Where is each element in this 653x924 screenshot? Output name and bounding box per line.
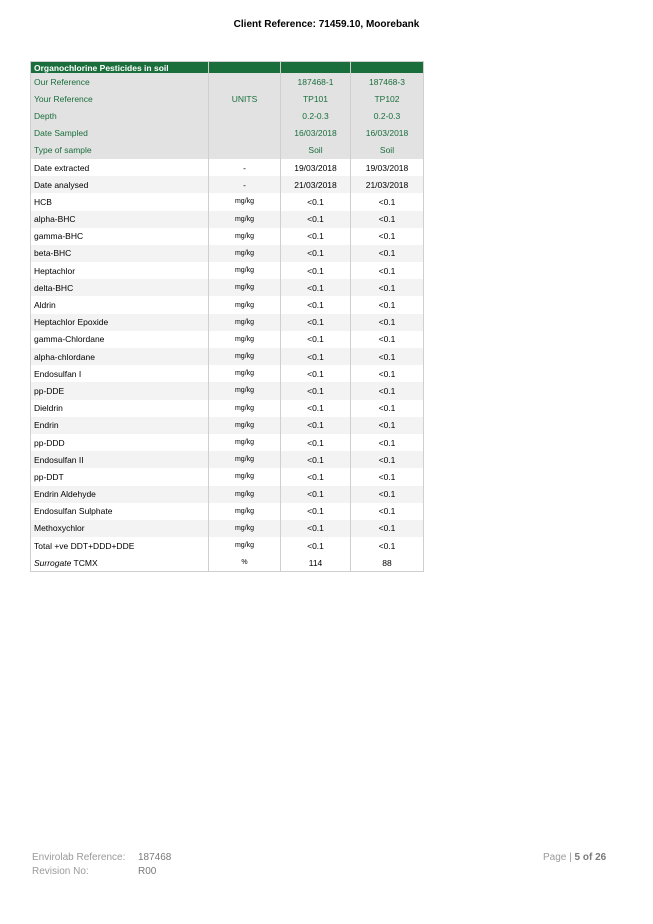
analyte-name: Dieldrin: [31, 400, 209, 417]
result-sample-2: <0.1: [351, 382, 424, 399]
table-row: [31, 159, 424, 176]
header-row-label: Date Sampled: [31, 125, 209, 142]
result-sample-1: <0.1: [281, 314, 351, 331]
title-blank-cell: [351, 62, 424, 74]
analyte-name: alpha-chlordane: [31, 348, 209, 365]
header-row-units: UNITS: [209, 90, 281, 107]
table-row: [31, 400, 424, 417]
table-row: [31, 228, 424, 245]
analyte-name: Endosulfan I: [31, 365, 209, 382]
result-sample-2: <0.1: [351, 434, 424, 451]
result-sample-1: <0.1: [281, 331, 351, 348]
result-sample-1: <0.1: [281, 228, 351, 245]
result-sample-1: <0.1: [281, 279, 351, 296]
result-sample-1: <0.1: [281, 486, 351, 503]
analyte-units: mg/kg: [209, 520, 281, 537]
header-sample-2: TP102: [351, 90, 424, 107]
table-row: [31, 176, 424, 193]
analyte-units: mg/kg: [209, 365, 281, 382]
analyte-units: mg/kg: [209, 245, 281, 262]
header-sample-1: 187468-1: [281, 73, 351, 90]
table-header-row: [31, 142, 424, 159]
analyte-units: mg/kg: [209, 382, 281, 399]
result-sample-2: <0.1: [351, 211, 424, 228]
header-row-units: [209, 142, 281, 159]
result-sample-2: <0.1: [351, 468, 424, 485]
table-row: [31, 382, 424, 399]
table-row: [31, 211, 424, 228]
client-reference-title: Client Reference: 71459.10, Moorebank: [233, 19, 420, 30]
analyte-units: mg/kg: [209, 486, 281, 503]
result-sample-2: <0.1: [351, 245, 424, 262]
table-row: [31, 245, 424, 262]
result-sample-2: <0.1: [351, 348, 424, 365]
result-sample-1: <0.1: [281, 537, 351, 554]
table-row: [31, 331, 424, 348]
analyte-units: mg/kg: [209, 434, 281, 451]
result-sample-1: <0.1: [281, 417, 351, 434]
analyte-name: gamma-BHC: [31, 228, 209, 245]
result-sample-1: <0.1: [281, 193, 351, 210]
analyte-name: Date analysed: [31, 176, 209, 193]
table-row: [31, 314, 424, 331]
result-sample-1: <0.1: [281, 382, 351, 399]
header-row-label: Our Reference: [31, 73, 209, 90]
result-sample-1: <0.1: [281, 400, 351, 417]
header-row-units: [209, 107, 281, 124]
header-sample-1: 16/03/2018: [281, 125, 351, 142]
analyte-name: delta-BHC: [31, 279, 209, 296]
result-sample-2: <0.1: [351, 400, 424, 417]
surrogate-sample-2: 88: [351, 554, 424, 572]
result-sample-1: 19/03/2018: [281, 159, 351, 176]
envirolab-reference-label: Envirolab Reference:: [32, 852, 126, 863]
surrogate-units: %: [209, 554, 281, 572]
result-sample-1: 21/03/2018: [281, 176, 351, 193]
table-header-row: [31, 73, 424, 90]
analyte-name: pp-DDE: [31, 382, 209, 399]
table-row: [31, 417, 424, 434]
header-row-units: [209, 73, 281, 90]
result-sample-1: <0.1: [281, 434, 351, 451]
surrogate-italic-label: Surrogate: [34, 557, 72, 568]
analyte-units: mg/kg: [209, 314, 281, 331]
analyte-name: Aldrin: [31, 296, 209, 313]
analyte-name: Date extracted: [31, 159, 209, 176]
page-number: 5 of 26: [574, 852, 607, 863]
surrogate-row: [31, 554, 424, 572]
analyte-units: mg/kg: [209, 451, 281, 468]
header-sample-1: TP101: [281, 90, 351, 107]
header-row-label: Depth: [31, 107, 209, 124]
result-sample-2: <0.1: [351, 451, 424, 468]
result-sample-1: <0.1: [281, 365, 351, 382]
analyte-units: mg/kg: [209, 331, 281, 348]
table-row: [31, 468, 424, 485]
result-sample-1: <0.1: [281, 520, 351, 537]
header-sample-2: 0.2-0.3: [351, 107, 424, 124]
result-sample-2: <0.1: [351, 262, 424, 279]
analyte-name: pp-DDT: [31, 468, 209, 485]
table-header-row: [31, 90, 424, 107]
analyte-name: Endosulfan Sulphate: [31, 503, 209, 520]
table-row: [31, 486, 424, 503]
analyte-name: Heptachlor: [31, 262, 209, 279]
table-header-row: [31, 125, 424, 142]
analyte-name: Methoxychlor: [31, 520, 209, 537]
result-sample-2: 19/03/2018: [351, 159, 424, 176]
header-sample-1: Soil: [281, 142, 351, 159]
result-sample-1: <0.1: [281, 503, 351, 520]
table-row: [31, 262, 424, 279]
result-sample-2: <0.1: [351, 520, 424, 537]
analyte-name: pp-DDD: [31, 434, 209, 451]
table-title-row: [31, 62, 424, 74]
results-table-container: [30, 61, 423, 572]
result-sample-2: <0.1: [351, 296, 424, 313]
result-sample-2: 21/03/2018: [351, 176, 424, 193]
result-sample-1: <0.1: [281, 296, 351, 313]
result-sample-2: <0.1: [351, 228, 424, 245]
analyte-units: mg/kg: [209, 279, 281, 296]
results-table: [30, 61, 424, 572]
table-row: [31, 193, 424, 210]
title-blank-cell: [209, 62, 281, 74]
footer-reference-block: [32, 851, 171, 879]
analyte-units: mg/kg: [209, 503, 281, 520]
result-sample-1: <0.1: [281, 468, 351, 485]
analyte-units: mg/kg: [209, 262, 281, 279]
result-sample-2: <0.1: [351, 537, 424, 554]
result-sample-2: <0.1: [351, 486, 424, 503]
analyte-units: mg/kg: [209, 193, 281, 210]
analyte-units: mg/kg: [209, 296, 281, 313]
surrogate-label: [31, 554, 209, 572]
table-row: [31, 520, 424, 537]
result-sample-1: <0.1: [281, 211, 351, 228]
table-row: [31, 503, 424, 520]
header-row-label: Type of sample: [31, 142, 209, 159]
analyte-name: gamma-Chlordane: [31, 331, 209, 348]
header-sample-2: Soil: [351, 142, 424, 159]
revision-label: Revision No:: [32, 866, 89, 877]
analyte-name: Endosulfan II: [31, 451, 209, 468]
analyte-name: beta-BHC: [31, 245, 209, 262]
table-row: [31, 279, 424, 296]
envirolab-reference-value: 187468: [138, 852, 172, 863]
analyte-units: mg/kg: [209, 211, 281, 228]
table-row: [31, 434, 424, 451]
header-sample-1: 0.2-0.3: [281, 107, 351, 124]
analyte-name: Total +ve DDT+DDD+DDE: [31, 537, 209, 554]
analyte-units: mg/kg: [209, 537, 281, 554]
analyte-units: mg/kg: [209, 400, 281, 417]
analyte-name: HCB: [31, 193, 209, 210]
result-sample-2: <0.1: [351, 503, 424, 520]
analyte-units: mg/kg: [209, 228, 281, 245]
revision-value: R00: [138, 866, 157, 877]
analyte-units: -: [209, 159, 281, 176]
result-sample-1: <0.1: [281, 348, 351, 365]
analyte-name: Heptachlor Epoxide: [31, 314, 209, 331]
page-label: Page |: [543, 852, 572, 863]
result-sample-2: <0.1: [351, 365, 424, 382]
analyte-name: Endrin: [31, 417, 209, 434]
table-row: [31, 348, 424, 365]
result-sample-1: <0.1: [281, 451, 351, 468]
result-sample-2: <0.1: [351, 314, 424, 331]
table-row: [31, 537, 424, 554]
table-row: [31, 296, 424, 313]
page-indicator: [543, 852, 606, 863]
surrogate-compound: TCMX: [71, 557, 98, 568]
analyte-units: mg/kg: [209, 348, 281, 365]
title-blank-cell: [281, 62, 351, 74]
header-sample-2: 16/03/2018: [351, 125, 424, 142]
result-sample-2: <0.1: [351, 193, 424, 210]
analyte-units: mg/kg: [209, 468, 281, 485]
table-row: [31, 365, 424, 382]
table-header-row: [31, 107, 424, 124]
result-sample-1: <0.1: [281, 245, 351, 262]
header-sample-2: 187468-3: [351, 73, 424, 90]
result-sample-2: <0.1: [351, 331, 424, 348]
analyte-units: -: [209, 176, 281, 193]
result-sample-1: <0.1: [281, 262, 351, 279]
analyte-name: alpha-BHC: [31, 211, 209, 228]
header-row-units: [209, 125, 281, 142]
table-title: Organochlorine Pesticides in soil: [31, 62, 209, 74]
header-row-label: Your Reference: [31, 90, 209, 107]
analyte-name: Endrin Aldehyde: [31, 486, 209, 503]
result-sample-2: <0.1: [351, 279, 424, 296]
result-sample-2: <0.1: [351, 417, 424, 434]
surrogate-sample-1: 114: [281, 554, 351, 572]
table-row: [31, 451, 424, 468]
analyte-units: mg/kg: [209, 417, 281, 434]
